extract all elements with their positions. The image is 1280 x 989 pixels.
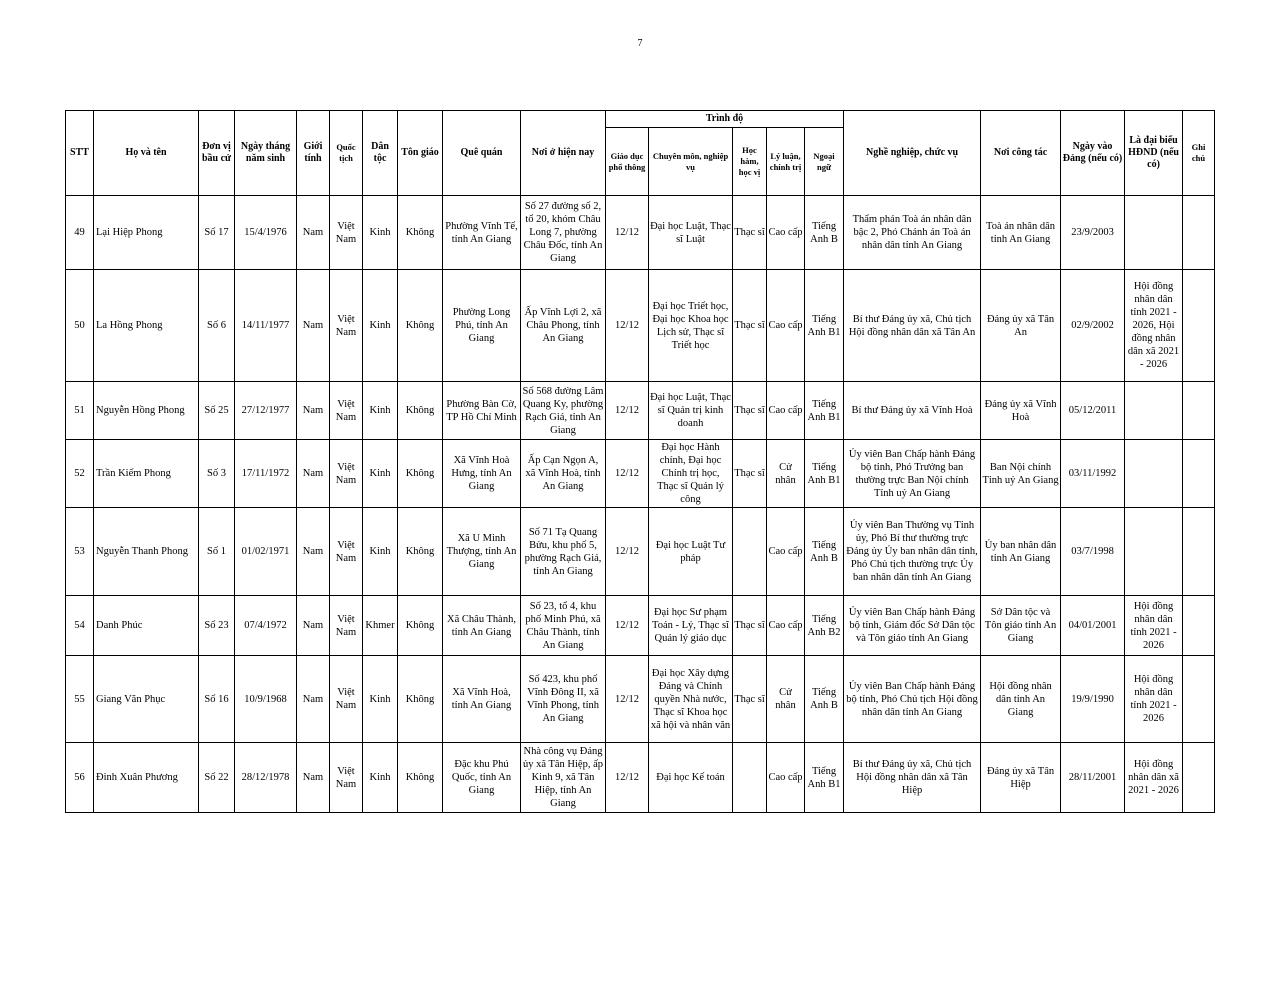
header-unit: Đơn vị bầu cử [199,111,235,196]
cell-name: Nguyễn Hồng Phong [94,382,199,440]
cell-workplace: Đảng ủy xã Tân Hiệp [981,743,1061,813]
cell-occupation: Ủy viên Ban Chấp hành Đảng bộ tỉnh, Giám đốc Sở Dân tộc và Tôn giáo tỉnh An Giang [844,596,981,656]
cell-gender: Nam [297,270,330,382]
cell-language: Tiếng Anh B1 [805,270,844,382]
cell-dob: 10/9/1968 [235,656,297,743]
cell-workplace: Đảng ủy xã Vĩnh Hoà [981,382,1061,440]
cell-stt: 50 [66,270,94,382]
header-religion: Tôn giáo [398,111,443,196]
cell-residence: Số 423, khu phố Vĩnh Đông II, xã Vĩnh Phong, tỉnh An Giang [521,656,606,743]
cell-religion: Không [398,508,443,596]
cell-general-edu: 12/12 [606,440,649,508]
cell-occupation: Ủy viên Ban Chấp hành Đảng bộ tỉnh, Phó Chủ tịch Hội đồng nhân dân tỉnh An Giang [844,656,981,743]
header-residence: Nơi ở hiện nay [521,111,606,196]
cell-occupation: Ủy viên Ban Thường vụ Tỉnh ủy, Phó Bí thư thường trực Đảng ủy Ủy ban nhân dân tỉnh, Phó Chủ tịch thường trực Ủy ban nhân dân tỉnh An Giang [844,508,981,596]
cell-party-date: 02/9/2002 [1061,270,1125,382]
cell-religion: Không [398,656,443,743]
cell-general-edu: 12/12 [606,382,649,440]
cell-delegate [1125,508,1183,596]
cell-political: Cao cấp [767,508,805,596]
cell-workplace: Ban Nội chính Tỉnh uỷ An Giang [981,440,1061,508]
cell-language: Tiếng Anh B [805,196,844,270]
cell-note [1183,196,1215,270]
header-dob: Ngày tháng năm sinh [235,111,297,196]
cell-specialty: Đại học Xây dựng Đảng và Chính quyền Nhà nước, Thạc sĩ Khoa học xã hội và nhân văn [649,656,733,743]
table-row [66,508,1215,596]
cell-language: Tiếng Anh B1 [805,440,844,508]
table-row [66,270,1215,382]
cell-language: Tiếng Anh B [805,656,844,743]
cell-academic [733,743,767,813]
cell-language: Tiếng Anh B2 [805,596,844,656]
cell-unit: Số 16 [199,656,235,743]
cell-gender: Nam [297,196,330,270]
cell-general-edu: 12/12 [606,508,649,596]
table-body [66,196,1215,813]
header-education-group: Trình độ [606,111,844,128]
cell-stt: 54 [66,596,94,656]
cell-academic: Thạc sĩ [733,196,767,270]
cell-specialty: Đại học Luật, Thạc sĩ Quản trị kinh doanh [649,382,733,440]
cell-delegate: Hội đồng nhân dân tỉnh 2021 - 2026 [1125,596,1183,656]
cell-residence: Ấp Cạn Ngọn A, xã Vĩnh Hoà, tỉnh An Giang [521,440,606,508]
cell-party-date: 28/11/2001 [1061,743,1125,813]
cell-political: Cao cấp [767,743,805,813]
cell-unit: Số 17 [199,196,235,270]
cell-workplace: Toà án nhân dân tỉnh An Giang [981,196,1061,270]
header-hometown: Quê quán [443,111,521,196]
cell-residence: Số 23, tổ 4, khu phố Minh Phú, xã Châu Thành, tỉnh An Giang [521,596,606,656]
cell-specialty: Đại học Triết học, Đại học Khoa học Lịch sử, Thạc sĩ Triết học [649,270,733,382]
cell-general-edu: 12/12 [606,596,649,656]
cell-unit: Số 22 [199,743,235,813]
cell-nationality: Việt Nam [330,270,363,382]
cell-political: Cử nhân [767,440,805,508]
cell-stt: 49 [66,196,94,270]
header-name: Họ và tên [94,111,199,196]
cell-residence: Số 568 đường Lâm Quang Ky, phường Rạch Giá, tỉnh An Giang [521,382,606,440]
cell-religion: Không [398,196,443,270]
cell-note [1183,596,1215,656]
cell-ethnicity: Khmer [363,596,398,656]
cell-stt: 53 [66,508,94,596]
cell-hometown: Đặc khu Phú Quốc, tỉnh An Giang [443,743,521,813]
cell-name: Giang Văn Phục [94,656,199,743]
table-header [66,111,1215,196]
cell-ethnicity: Kinh [363,656,398,743]
header-language: Ngoại ngữ [805,128,844,196]
cell-political: Cao cấp [767,382,805,440]
cell-party-date: 04/01/2001 [1061,596,1125,656]
cell-religion: Không [398,270,443,382]
cell-residence: Số 71 Tạ Quang Bửu, khu phố 5, phường Rạch Giá, tỉnh An Giang [521,508,606,596]
cell-gender: Nam [297,743,330,813]
cell-nationality: Việt Nam [330,508,363,596]
header-party-date: Ngày vào Đảng (nếu có) [1061,111,1125,196]
table-row [66,743,1215,813]
cell-dob: 14/11/1977 [235,270,297,382]
cell-academic: Thạc sĩ [733,440,767,508]
cell-academic: Thạc sĩ [733,270,767,382]
cell-delegate: Hội đồng nhân dân xã 2021 - 2026 [1125,743,1183,813]
cell-residence: Ấp Vĩnh Lợi 2, xã Châu Phong, tỉnh An Giang [521,270,606,382]
cell-academic: Thạc sĩ [733,596,767,656]
cell-specialty: Đại học Luật, Thạc sĩ Luật [649,196,733,270]
cell-stt: 55 [66,656,94,743]
cell-specialty: Đại học Sư phạm Toán - Lý, Thạc sĩ Quản lý giáo dục [649,596,733,656]
cell-name: La Hồng Phong [94,270,199,382]
cell-nationality: Việt Nam [330,440,363,508]
candidate-table [65,110,1215,813]
cell-academic [733,508,767,596]
header-specialty: Chuyên môn, nghiệp vụ [649,128,733,196]
cell-unit: Số 1 [199,508,235,596]
cell-name: Lại Hiệp Phong [94,196,199,270]
cell-ethnicity: Kinh [363,382,398,440]
cell-language: Tiếng Anh B1 [805,743,844,813]
cell-ethnicity: Kinh [363,508,398,596]
cell-note [1183,743,1215,813]
cell-workplace: Sở Dân tộc và Tôn giáo tỉnh An Giang [981,596,1061,656]
cell-party-date: 19/9/1990 [1061,656,1125,743]
table-row [66,656,1215,743]
cell-dob: 07/4/1972 [235,596,297,656]
cell-dob: 17/11/1972 [235,440,297,508]
table-row [66,596,1215,656]
cell-ethnicity: Kinh [363,270,398,382]
cell-unit: Số 23 [199,596,235,656]
cell-hometown: Xã Châu Thành, tỉnh An Giang [443,596,521,656]
cell-hometown: Xã Vĩnh Hoà, tỉnh An Giang [443,656,521,743]
cell-occupation: Bí thư Đảng ủy xã, Chủ tịch Hội đồng nhân dân xã Tân An [844,270,981,382]
cell-nationality: Việt Nam [330,743,363,813]
header-note: Ghi chú [1183,111,1215,196]
cell-workplace: Đảng ủy xã Tân An [981,270,1061,382]
cell-name: Nguyễn Thanh Phong [94,508,199,596]
cell-political: Cao cấp [767,270,805,382]
cell-unit: Số 25 [199,382,235,440]
cell-political: Cao cấp [767,596,805,656]
cell-nationality: Việt Nam [330,656,363,743]
cell-ethnicity: Kinh [363,196,398,270]
cell-note [1183,440,1215,508]
cell-workplace: Ủy ban nhân dân tỉnh An Giang [981,508,1061,596]
cell-hometown: Xã U Minh Thượng, tỉnh An Giang [443,508,521,596]
cell-hometown: Xã Vĩnh Hoà Hưng, tỉnh An Giang [443,440,521,508]
cell-gender: Nam [297,440,330,508]
header-workplace: Nơi công tác [981,111,1061,196]
cell-name: Trần Kiếm Phong [94,440,199,508]
header-academic: Học hàm, học vị [733,128,767,196]
cell-gender: Nam [297,508,330,596]
cell-general-edu: 12/12 [606,656,649,743]
cell-dob: 01/02/1971 [235,508,297,596]
cell-delegate: Hội đồng nhân dân tỉnh 2021 - 2026, Hội đồng nhân dân xã 2021 - 2026 [1125,270,1183,382]
header-ethnicity: Dân tộc [363,111,398,196]
cell-religion: Không [398,382,443,440]
cell-delegate [1125,440,1183,508]
cell-nationality: Việt Nam [330,382,363,440]
cell-general-edu: 12/12 [606,270,649,382]
header-delegate: Là đại biểu HĐND (nếu có) [1125,111,1183,196]
cell-dob: 27/12/1977 [235,382,297,440]
cell-delegate [1125,196,1183,270]
header-gender: Giới tính [297,111,330,196]
cell-ethnicity: Kinh [363,743,398,813]
cell-occupation: Bí thư Đảng ủy xã, Chủ tịch Hội đồng nhân dân xã Tân Hiệp [844,743,981,813]
cell-gender: Nam [297,596,330,656]
cell-party-date: 23/9/2003 [1061,196,1125,270]
cell-name: Danh Phúc [94,596,199,656]
cell-gender: Nam [297,656,330,743]
cell-occupation: Bí thư Đảng ủy xã Vĩnh Hoà [844,382,981,440]
cell-unit: Số 6 [199,270,235,382]
cell-academic: Thạc sĩ [733,656,767,743]
cell-party-date: 05/12/2011 [1061,382,1125,440]
cell-workplace: Hội đồng nhân dân tỉnh An Giang [981,656,1061,743]
cell-party-date: 03/11/1992 [1061,440,1125,508]
cell-hometown: Phường Long Phú, tỉnh An Giang [443,270,521,382]
cell-religion: Không [398,596,443,656]
header-political: Lý luận, chính trị [767,128,805,196]
cell-delegate [1125,382,1183,440]
header-general-edu: Giáo dục phổ thông [606,128,649,196]
cell-political: Cử nhân [767,656,805,743]
cell-stt: 52 [66,440,94,508]
cell-dob: 15/4/1976 [235,196,297,270]
cell-hometown: Phường Bàn Cờ, TP Hồ Chí Minh [443,382,521,440]
cell-name: Đinh Xuân Phương [94,743,199,813]
cell-residence: Số 27 đường số 2, tổ 20, khóm Châu Long 7, phường Châu Đốc, tỉnh An Giang [521,196,606,270]
cell-hometown: Phường Vĩnh Tế, tỉnh An Giang [443,196,521,270]
cell-academic: Thạc sĩ [733,382,767,440]
cell-political: Cao cấp [767,196,805,270]
cell-gender: Nam [297,382,330,440]
cell-note [1183,382,1215,440]
cell-general-edu: 12/12 [606,743,649,813]
header-occupation: Nghề nghiệp, chức vụ [844,111,981,196]
cell-residence: Nhà công vụ Đảng ủy xã Tân Hiệp, ấp Kinh 9, xã Tân Hiệp, tỉnh An Giang [521,743,606,813]
cell-unit: Số 3 [199,440,235,508]
header-stt: STT [66,111,94,196]
cell-dob: 28/12/1978 [235,743,297,813]
cell-ethnicity: Kinh [363,440,398,508]
cell-specialty: Đại học Hành chính, Đại học Chính trị học, Thạc sĩ Quản lý công [649,440,733,508]
table-row [66,440,1215,508]
cell-note [1183,270,1215,382]
cell-stt: 56 [66,743,94,813]
cell-language: Tiếng Anh B1 [805,382,844,440]
cell-nationality: Việt Nam [330,596,363,656]
cell-note [1183,508,1215,596]
cell-nationality: Việt Nam [330,196,363,270]
header-nationality: Quốc tịch [330,111,363,196]
cell-party-date: 03/7/1998 [1061,508,1125,596]
cell-stt: 51 [66,382,94,440]
table-row [66,382,1215,440]
cell-language: Tiếng Anh B [805,508,844,596]
cell-religion: Không [398,743,443,813]
cell-specialty: Đại học Kế toán [649,743,733,813]
page-number: 7 [637,38,643,49]
cell-general-edu: 12/12 [606,196,649,270]
cell-occupation: Thẩm phán Toà án nhân dân bậc 2, Phó Chánh án Toà án nhân dân tỉnh An Giang [844,196,981,270]
cell-note [1183,656,1215,743]
cell-religion: Không [398,440,443,508]
table-row [66,196,1215,270]
cell-occupation: Ủy viên Ban Chấp hành Đảng bộ tỉnh, Phó Trưởng ban thường trực Ban Nội chính Tỉnh uỷ An Giang [844,440,981,508]
cell-delegate: Hội đồng nhân dân tỉnh 2021 - 2026 [1125,656,1183,743]
cell-specialty: Đại học Luật Tư pháp [649,508,733,596]
